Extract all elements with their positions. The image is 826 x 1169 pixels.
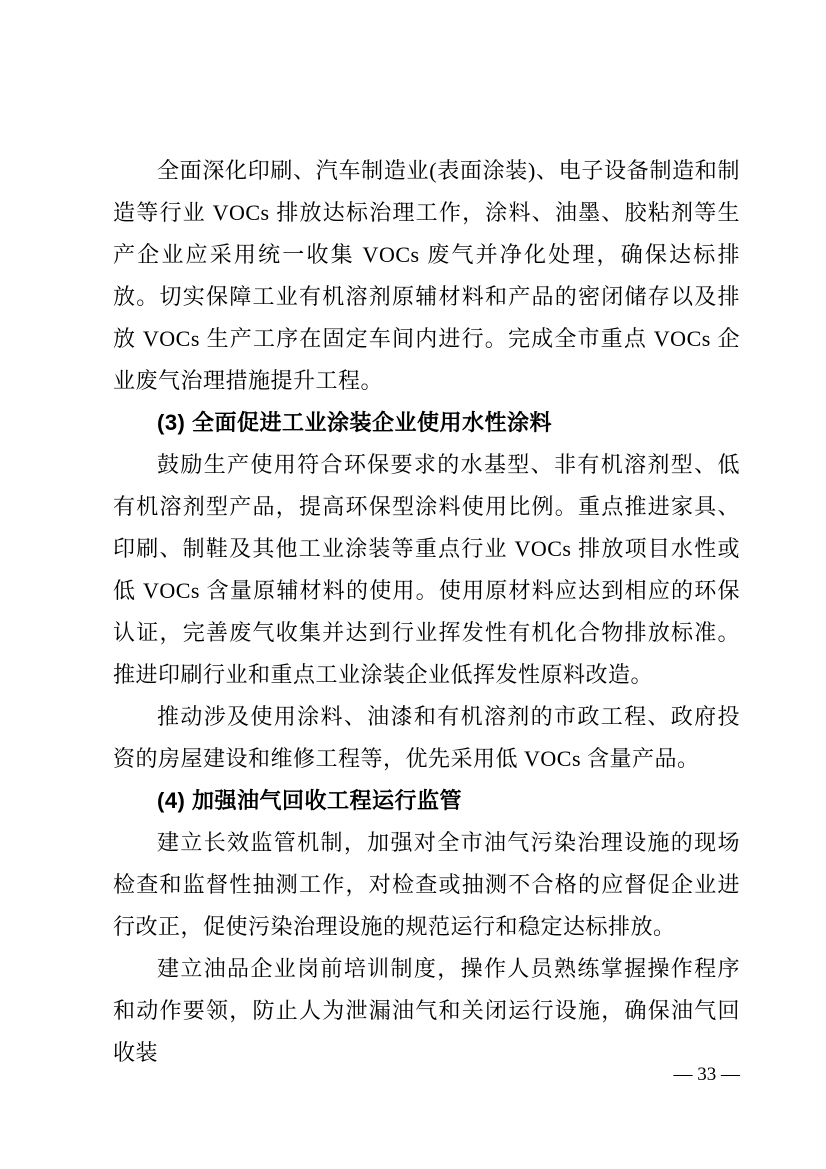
paragraph-vocs-treatment: 全面深化印刷、汽车制造业(表面涂装)、电子设备制造和制造等行业 VOCs 排放达标治理工作，涂料、油墨、胶粘剂等生产企业应采用统一收集 VOCs 废气并净化处理，确保达标排放。切实保障工业有机溶剂原辅材料和产品的密闭储存以及排放 VOCs 生产工序在固定车间内进行。完成全市重点 VOCs 企业废气治理措施提升工程。 [113,158,740,393]
paragraph-eco-coatings: 鼓励生产使用符合环保要求的水基型、非有机溶剂型、低有机溶剂型产品，提高环保型涂料使用比例。重点推进家具、印刷、制鞋及其他工业涂装等重点行业 VOCs 排放项目水性或低 VOCs 含量原辅材料的使用。使用原材料应达到相应的环保认证，完善废气收集并达到行业挥发性有机化合物排放标准。推进印刷行业和重点工业涂装企业低挥发性原料改造。 [113,452,740,687]
page-number: — 33 — [673,1064,740,1085]
paragraph-training-system: 建立油品企业岗前培训制度，操作人员熟练掌握操作程序和动作要领，防止人为泄漏油气和关闭运行设施，确保油气回收装 [113,956,740,1065]
paragraph-municipal-projects: 推动涉及使用涂料、油漆和有机溶剂的市政工程、政府投资的房屋建设和维修工程等，优先采用低 VOCs 含量产品。 [113,704,740,771]
paragraph-supervision-mechanism: 建立长效监管机制，加强对全市油气污染治理设施的现场检查和监督性抽测工作，对检查或抽测不合格的应督促企业进行改正，促使污染治理设施的规范运行和稳定达标排放。 [113,830,740,939]
section-heading-3-waterborne-coatings: (3) 全面促进工业涂装企业使用水性涂料 [157,410,553,435]
document-content [113,150,740,1074]
section-heading-4-oil-gas-recovery: (4) 加强油气回收工程运行监管 [157,788,463,813]
